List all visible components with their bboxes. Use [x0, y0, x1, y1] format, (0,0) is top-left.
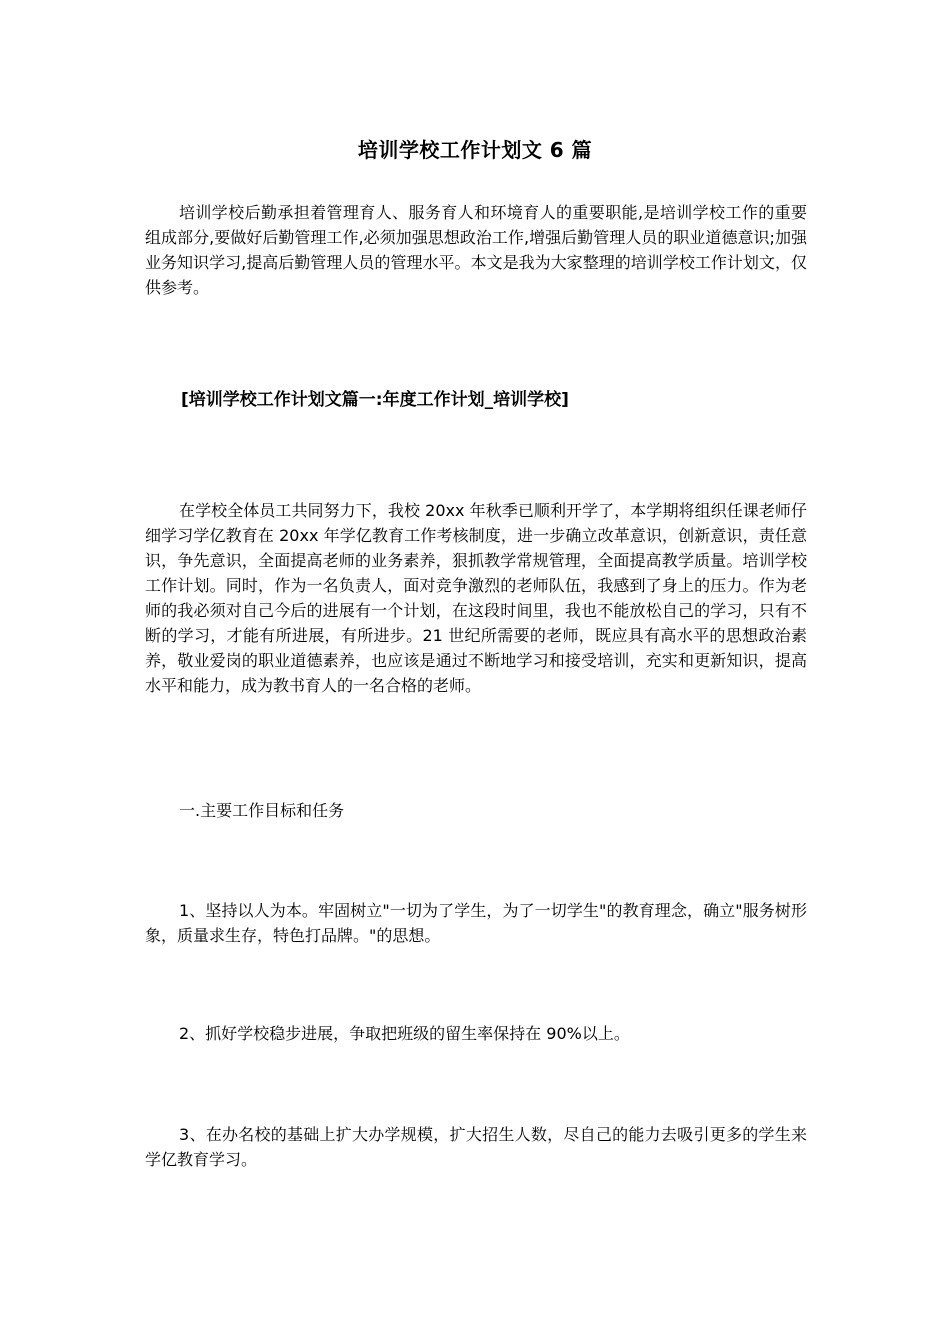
list-item: 3、在办名校的基础上扩大办学规模，扩大招生人数，尽自己的能力去吸引更多的学生来学亿教育学习。 — [145, 1125, 807, 1169]
section-heading: [培训学校工作计划文篇一:年度工作计划_培训学校] — [181, 390, 569, 410]
body-paragraph: 在学校全体员工共同努力下，我校 20xx 年秋季已顺利开学了，本学期将组织任课老师仔细学习学亿教育在 20xx 年学亿教育工作考核制度，进一步确立改革意识，创新意识，责任意识，争先意识，全面提高老师的业务素养，狠抓教学常规管理，全面提高教学质量。培训学校工作计划。同时，作为一名负责人，面对竞争激烈的老师队伍，我感到了身上的压力。作为老师的我必须对自己今后的进展有一个计划，在这段时间里，我也不能放松自己的学习，只有不断的学习，才能有所进展，有所进步。21 世纪所需要的老师，既应具有高水平的思想政治素养，敬业爱岗的职业道德素养，也应该是通过不断地学习和接受培训，充实和更新知识，提高水平和能力，成为教书育人的一名合格的老师。 — [145, 501, 807, 695]
list-item: 1、坚持以人为本。牢固树立"一切为了学生，为了一切学生"的教育理念，确立"服务树形象，质量求生存，特色打品牌。"的思想。 — [145, 901, 807, 945]
list-item: 2、抓好学校稳步进展，争取把班级的留生率保持在 90%以上。 — [179, 1024, 630, 1043]
section-subheading: 一.主要工作目标和任务 — [179, 801, 345, 820]
document-title: 培训学校工作计划文 6 篇 — [357, 138, 593, 162]
intro-paragraph: 培训学校后勤承担着管理育人、服务育人和环境育人的重要职能,是培训学校工作的重要组成部分,要做好后勤管理工作,必须加强思想政治工作,增强后勤管理人员的职业道德意识;加强业务知识学习,提高后勤管理人员的管理水平。本文是我为大家整理的培训学校工作计划文，仅供参考。 — [145, 203, 807, 297]
